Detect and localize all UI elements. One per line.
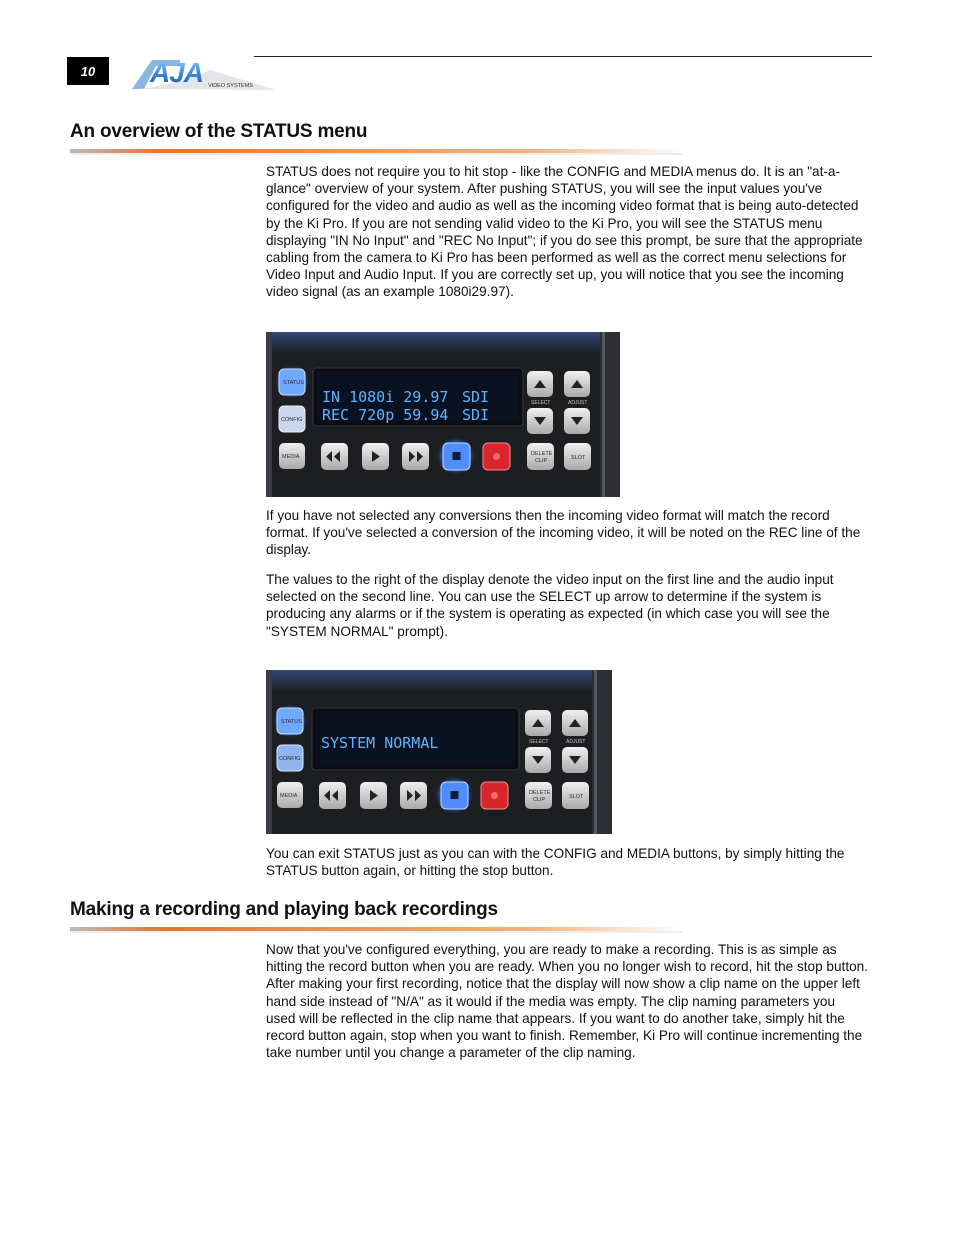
paragraph: Now that you've configured everything, you are ready to make a recording. This is as simple as hitting the record button when you are ready. When you no longer wish to record, hit the stop button. After making your first recording, notice that the display will now show a clip name on the upper left hand side instead of "N/A" as it would if the media was empty. The clip naming parameters you used will be reflected in the clip name that appears. If you want to do another take, simply hit the record button again, stop when you want to finish. Remember, Ki Pro will continue incrementing the take number until you change a parameter of the clip naming. bbox=[266, 942, 869, 1061]
logo-subtext: VIDEO SYSTEMS bbox=[208, 83, 253, 89]
select-label: SELECT bbox=[529, 739, 549, 745]
delete-label: DELETE bbox=[531, 451, 553, 457]
paragraph: If you have not selected any conversions then the incoming video format will match the record format. If you've selected a conversion of the incoming video, it will be noted on the REC line of the display. bbox=[266, 508, 861, 558]
lcd-line1: SYSTEM NORMAL bbox=[321, 734, 439, 752]
config-button-label: CONFIG bbox=[281, 417, 303, 423]
paragraph: STATUS does not require you to hit stop - like the CONFIG and MEDIA menus do. It is an "at-a-glance" overview of your system. After pushing STATUS, you will see the input values you've configured for the video and audio as well as the incoming video format that is being auto-detected by the Ki Pro. If you are not sending valid video to the Ki Pro, you will see the STATUS menu displaying "IN No Input" and "REC No Input"; if you do see this prompt, be sure that the appropriate cabling from the camera to Ki Pro has been performed as well as the correct menu selections for Video Input and Audio Input. If you are correctly set up, you will notice that you see the incoming video signal (as an example 1080i29.97). bbox=[266, 164, 863, 300]
slot-label: SLOT bbox=[569, 794, 584, 800]
status-button-label: STATUS bbox=[281, 719, 302, 725]
lcd-line1-right: SDI bbox=[462, 388, 490, 406]
fast-forward-button[interactable] bbox=[400, 782, 427, 809]
stop-icon bbox=[453, 452, 461, 460]
heading-underline bbox=[70, 149, 682, 155]
header-rule bbox=[254, 56, 872, 57]
paragraph: You can exit STATUS just as you can with the CONFIG and MEDIA buttons, by simply hitting the STATUS button again, or hitting the stop button. bbox=[266, 846, 845, 879]
heading-underline bbox=[70, 927, 682, 933]
media-button-label: MEDIA bbox=[280, 793, 298, 799]
lcd-line2-right: SDI bbox=[462, 406, 490, 424]
paragraph: The values to the right of the display denote the video input on the first line and the audio input selected on the second line. You can use the SELECT up arrow to determine if the system is producing any alarms or if the system is operating as expected (in which case you will see the "SYSTEM NORMAL" prompt). bbox=[266, 572, 834, 639]
ki-pro-panel-photo-status bbox=[266, 332, 620, 497]
aja-logo-graphic bbox=[130, 56, 276, 90]
aja-logo bbox=[130, 56, 276, 90]
slot-label: SLOT bbox=[571, 455, 586, 461]
lcd-line2-left: REC 720p 59.94 bbox=[322, 406, 449, 424]
page-number: 10 bbox=[67, 57, 109, 85]
select-label: SELECT bbox=[531, 400, 551, 406]
clip-label: CLIP bbox=[535, 458, 548, 464]
record-icon bbox=[491, 792, 498, 799]
adjust-label: ADJUST bbox=[568, 400, 588, 406]
fast-forward-button[interactable] bbox=[402, 443, 429, 470]
logo-text: AJA bbox=[150, 57, 204, 88]
status-button-label: STATUS bbox=[283, 380, 304, 386]
ki-pro-panel-photo-system-normal bbox=[266, 670, 612, 834]
stop-icon bbox=[451, 791, 459, 799]
delete-label: DELETE bbox=[529, 790, 551, 796]
section-heading-making-recording: Making a recording and playing back recordings bbox=[70, 899, 498, 920]
lcd-line1-left: IN 1080i 29.97 bbox=[322, 388, 449, 406]
config-button-label: CONFIG bbox=[279, 756, 301, 762]
section-heading-status-menu: An overview of the STATUS menu bbox=[70, 121, 368, 142]
record-icon bbox=[493, 453, 500, 460]
adjust-label: ADJUST bbox=[566, 739, 586, 745]
media-button-label: MEDIA bbox=[282, 454, 300, 460]
clip-label: CLIP bbox=[533, 797, 546, 803]
